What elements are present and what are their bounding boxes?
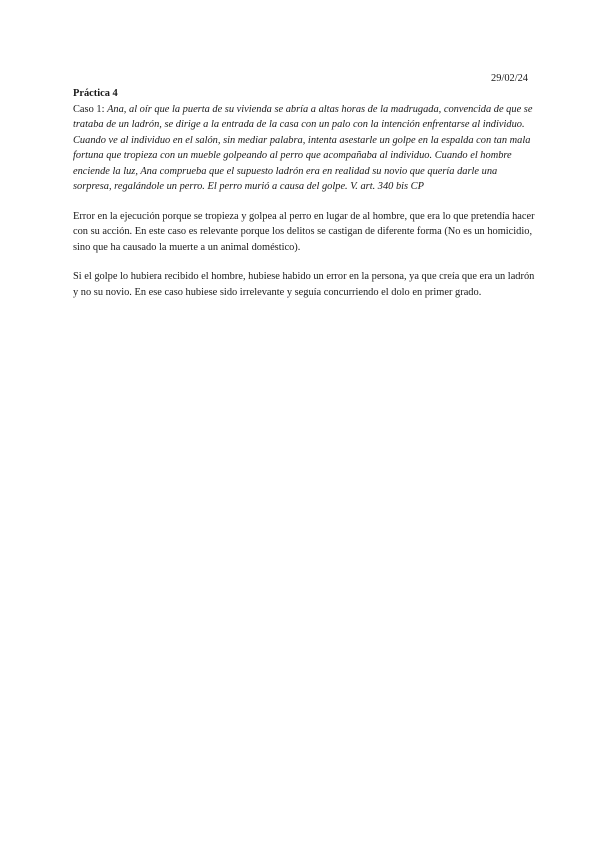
answer-paragraph-2: Si el golpe lo hubiera recibido el hombre, hubiese habido un error en la persona, ya que creía que era un ladrón y no su novio. En ese caso hubiese sido irrelevante y seguía concurriendo el dolo en primer grado. xyxy=(73,271,535,298)
answer-paragraph-1: Error en la ejecución porque se tropieza y golpea al perro en lugar de al hombre, que era lo que pretendía hacer con su acción. En este caso es relevante porque los delitos se castigan de diferente forma (No es un homicidio, sino que ha causado la muerte a un animal doméstico). xyxy=(73,210,535,253)
case-statement xyxy=(73,102,535,195)
document-body xyxy=(73,86,535,300)
case-label: Caso 1: xyxy=(73,103,108,115)
document-title: Práctica 4 xyxy=(73,88,118,99)
case-text: Ana, al oír que la puerta de su vivienda se abría a altas horas de la madrugada, convencida de que se trataba de un ladrón, se dirige a la entrada de la casa con un palo con la intención enfrentarse al individuo. Cuando ve al individuo en el salón, sin mediar palabra, intenta asestarle un golpe en la espalda con tan mala fortuna que tropieza con un mueble golpeando al perro que acompañaba al individuo. Cuando el hombre enciende la luz, Ana comprueba que el supuesto ladrón era en realidad su novio que quería darle una sorpresa, regalándole un perro. El perro murió a causa del golpe. V. art. 340 bis CP xyxy=(73,103,533,192)
document-date: 29/02/24 xyxy=(491,73,528,84)
